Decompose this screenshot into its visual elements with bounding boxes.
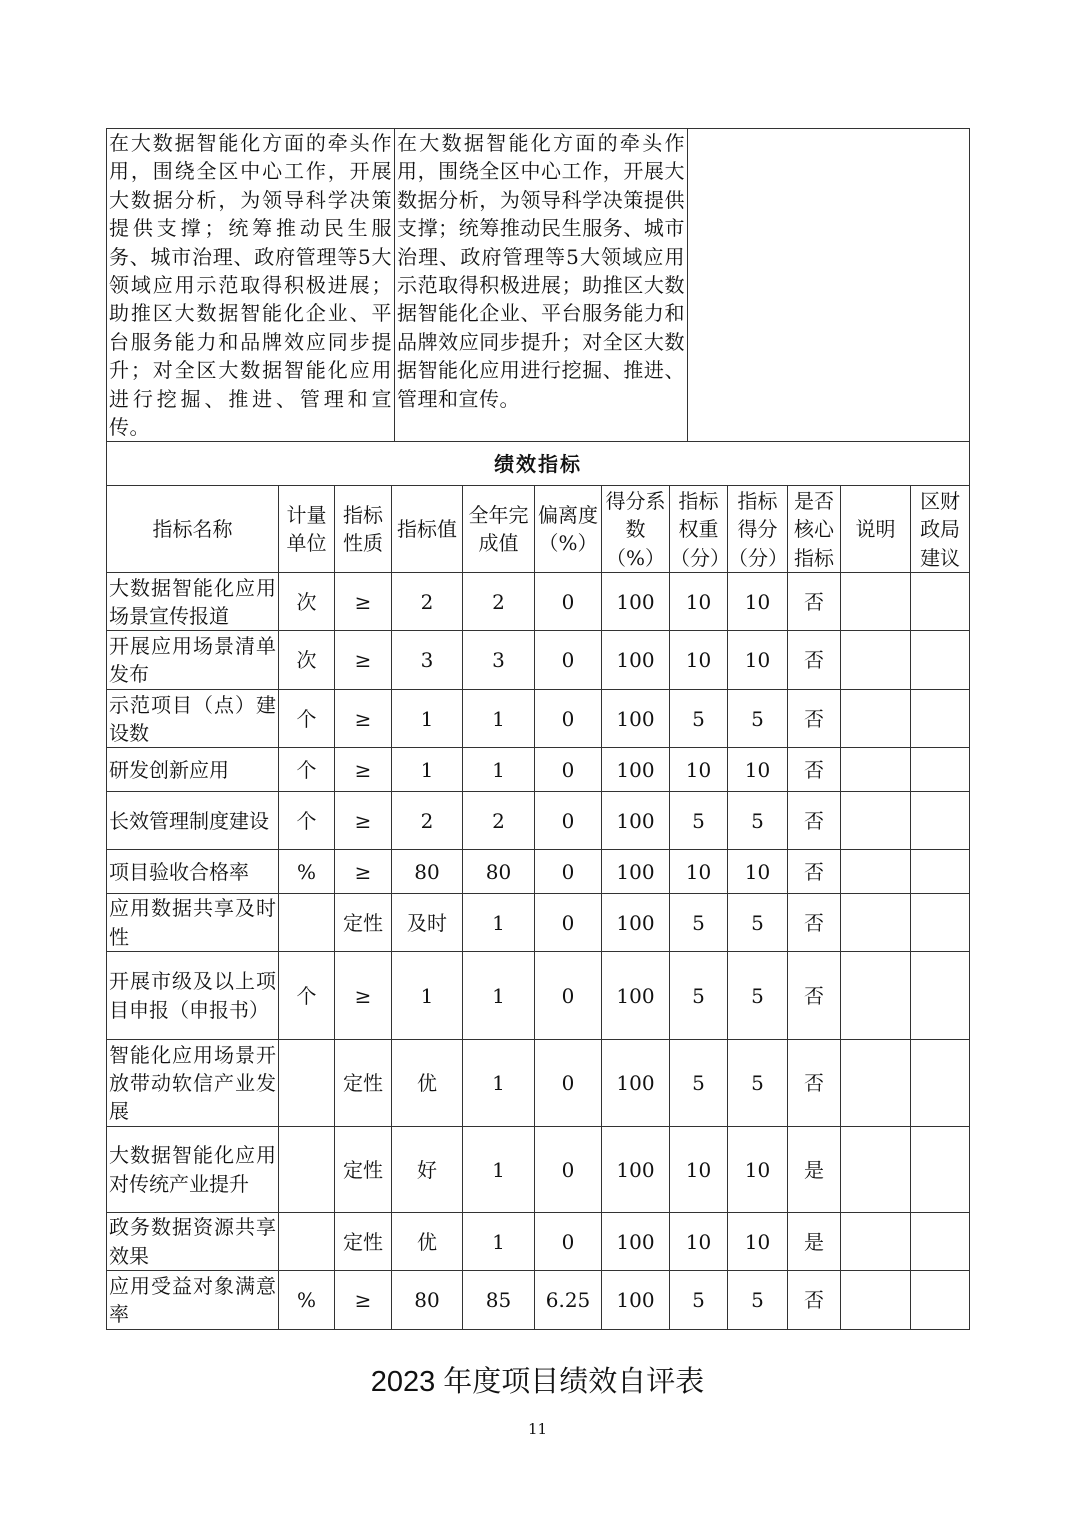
table-cell: 个: [279, 792, 335, 850]
table-cell: 5: [728, 690, 788, 748]
table-cell: 否: [788, 850, 841, 894]
table-cell: 0: [535, 690, 602, 748]
table-cell: ≥: [335, 631, 392, 690]
table-cell: 10: [670, 631, 728, 690]
table-cell: 10: [728, 1213, 788, 1271]
column-header: 计量单位: [279, 486, 335, 573]
table-cell: 10: [670, 1127, 728, 1213]
table-cell: 5: [728, 952, 788, 1040]
table-cell: [279, 1040, 335, 1127]
table-cell: 1: [392, 748, 463, 792]
table-cell: 5: [728, 1040, 788, 1127]
table-cell: 80: [392, 850, 463, 894]
table-row: [107, 952, 970, 1040]
table-cell: 5: [670, 792, 728, 850]
actual-completion: 在大数据智能化方面的牵头作用，围绕全区中心工作，开展大数据分析，为领导科学决策提供支撑；统筹推动民生服务、城市治理、政府管理等5大领域应用示范取得积极进展；助推区大数据智能化企业、平台服务能力和品牌效应同步提升；对全区大数据智能化应用进行挖掘、推进、管理和宣传。: [395, 129, 688, 442]
table-cell: 1: [463, 748, 535, 792]
table-cell: [279, 894, 335, 952]
table-cell: 1: [392, 952, 463, 1040]
section-row: [107, 442, 970, 486]
table-cell: 100: [602, 1213, 670, 1271]
table-cell: 次: [279, 631, 335, 690]
table-cell: 好: [392, 1127, 463, 1213]
table-cell: 100: [602, 1271, 670, 1330]
table-cell: 6.25: [535, 1271, 602, 1330]
indicator-name: 智能化应用场景开放带动软信产业发展: [107, 1040, 279, 1127]
table-cell: 10: [670, 850, 728, 894]
table-cell: 0: [535, 952, 602, 1040]
table-cell: 是: [788, 1213, 841, 1271]
table-row: [107, 631, 970, 690]
table-cell: 5: [670, 894, 728, 952]
table-cell: [911, 748, 970, 792]
table-cell: 1: [392, 690, 463, 748]
indicator-name: 大数据智能化应用对传统产业提升: [107, 1127, 279, 1213]
section-title: 绩效指标: [107, 442, 970, 486]
table-cell: ≥: [335, 573, 392, 631]
table-cell: 100: [602, 792, 670, 850]
table-cell: [841, 1271, 911, 1330]
table-cell: 2: [392, 573, 463, 631]
table-cell: 100: [602, 573, 670, 631]
table-cell: 2: [463, 573, 535, 631]
table-cell: 1: [463, 952, 535, 1040]
column-header: 指标得分（分）: [728, 486, 788, 573]
table-cell: 100: [602, 631, 670, 690]
table-cell: 10: [670, 748, 728, 792]
table-cell: [911, 850, 970, 894]
table-cell: [911, 631, 970, 690]
table-cell: 100: [602, 850, 670, 894]
column-header: 全年完成值: [463, 486, 535, 573]
table-cell: 优: [392, 1213, 463, 1271]
table-cell: 3: [463, 631, 535, 690]
table-cell: 10: [728, 850, 788, 894]
table-cell: [841, 573, 911, 631]
table-cell: 1: [463, 1213, 535, 1271]
table-cell: 否: [788, 573, 841, 631]
table-row: [107, 1271, 970, 1330]
indicator-name: 研发创新应用: [107, 748, 279, 792]
table-cell: ≥: [335, 952, 392, 1040]
table-row: [107, 1040, 970, 1127]
table-cell: 定性: [335, 1040, 392, 1127]
table-cell: [841, 690, 911, 748]
table-cell: 5: [670, 1040, 728, 1127]
table-cell: ≥: [335, 792, 392, 850]
table-cell: [911, 1271, 970, 1330]
table-cell: 否: [788, 1040, 841, 1127]
table-cell: 否: [788, 792, 841, 850]
indicator-name: 大数据智能化应用场景宣传报道: [107, 573, 279, 631]
table-cell: 个: [279, 748, 335, 792]
table-cell: 85: [463, 1271, 535, 1330]
table-cell: [911, 894, 970, 952]
column-header: 指标权重（分）: [670, 486, 728, 573]
table-row: [107, 1213, 970, 1271]
column-header: 说明: [841, 486, 911, 573]
indicator-name: 示范项目（点）建设数: [107, 690, 279, 748]
table-cell: [911, 690, 970, 748]
table-cell: 1: [463, 1127, 535, 1213]
table-cell: 定性: [335, 894, 392, 952]
table-cell: 0: [535, 850, 602, 894]
table-cell: 否: [788, 952, 841, 1040]
indicator-name: 开展市级及以上项目申报（申报书）: [107, 952, 279, 1040]
table-cell: 10: [728, 1127, 788, 1213]
table-cell: [911, 573, 970, 631]
footer-title: 2023 年度项目绩效自评表: [370, 1366, 705, 1399]
table-cell: 80: [392, 1271, 463, 1330]
table-cell: [911, 792, 970, 850]
table-cell: [841, 748, 911, 792]
table-cell: 0: [535, 1127, 602, 1213]
table-row: [107, 850, 970, 894]
table-cell: [911, 1127, 970, 1213]
table-cell: 0: [535, 1040, 602, 1127]
header-row: [107, 486, 970, 573]
table-cell: [911, 1213, 970, 1271]
indicator-name: 应用受益对象满意率: [107, 1271, 279, 1330]
table-cell: 100: [602, 1040, 670, 1127]
table-cell: 0: [535, 573, 602, 631]
table-cell: 10: [670, 573, 728, 631]
table-cell: 100: [602, 748, 670, 792]
table-cell: [841, 952, 911, 1040]
table-cell: 及时: [392, 894, 463, 952]
table-cell: 5: [728, 894, 788, 952]
table-cell: [841, 850, 911, 894]
table-cell: 10: [670, 1213, 728, 1271]
table-cell: 5: [670, 952, 728, 1040]
table-cell: 0: [535, 748, 602, 792]
table-cell: 5: [670, 690, 728, 748]
table-cell: [911, 952, 970, 1040]
table-cell: [911, 1040, 970, 1127]
table-cell: [841, 631, 911, 690]
table-cell: 1: [463, 690, 535, 748]
table-cell: 0: [535, 631, 602, 690]
table-cell: [841, 1213, 911, 1271]
table-cell: 否: [788, 894, 841, 952]
table-cell: 10: [728, 631, 788, 690]
table-row: [107, 792, 970, 850]
table-cell: 优: [392, 1040, 463, 1127]
table-row: [107, 573, 970, 631]
page-content: [106, 128, 969, 1438]
column-header: 指标名称: [107, 486, 279, 573]
table-cell: 3: [392, 631, 463, 690]
table-cell: 5: [728, 792, 788, 850]
indicator-name: 开展应用场景清单发布: [107, 631, 279, 690]
indicator-name: 长效管理制度建设: [107, 792, 279, 850]
table-cell: 0: [535, 894, 602, 952]
table-cell: [279, 1213, 335, 1271]
table-cell: 80: [463, 850, 535, 894]
table-cell: 5: [728, 1271, 788, 1330]
table-cell: 次: [279, 573, 335, 631]
table-cell: 定性: [335, 1213, 392, 1271]
table-cell: 是: [788, 1127, 841, 1213]
table-cell: ≥: [335, 1271, 392, 1330]
table-cell: 个: [279, 952, 335, 1040]
table-row: [107, 894, 970, 952]
column-header: 是否核心指标: [788, 486, 841, 573]
table-cell: 定性: [335, 1127, 392, 1213]
indicator-name: 政务数据资源共享效果: [107, 1213, 279, 1271]
table-cell: ≥: [335, 748, 392, 792]
table-cell: [841, 1127, 911, 1213]
table-cell: 否: [788, 690, 841, 748]
empty-cell: [688, 129, 970, 442]
table-cell: 否: [788, 631, 841, 690]
table-cell: %: [279, 850, 335, 894]
table-cell: 10: [728, 573, 788, 631]
table-cell: 个: [279, 690, 335, 748]
table-cell: [841, 792, 911, 850]
table-cell: [841, 894, 911, 952]
table-row: [107, 748, 970, 792]
table-cell: 100: [602, 1127, 670, 1213]
planned-objective: 在大数据智能化方面的牵头作用，围绕全区中心工作，开展大数据分析，为领导科学决策提供支撑；统筹推动民生服务、城市治理、政府管理等5大领域应用示范取得积极进展；助推区大数据智能化企业、平台服务能力和品牌效应同步提升；对全区大数据智能化应用进行挖掘、推进、管理和宣传。: [107, 129, 395, 442]
table-cell: 否: [788, 1271, 841, 1330]
table-cell: %: [279, 1271, 335, 1330]
table-cell: ≥: [335, 850, 392, 894]
table-cell: 5: [670, 1271, 728, 1330]
column-header: 指标性质: [335, 486, 392, 573]
indicator-name: 项目验收合格率: [107, 850, 279, 894]
table-cell: 2: [463, 792, 535, 850]
table-cell: 0: [535, 792, 602, 850]
table-cell: 100: [602, 952, 670, 1040]
performance-indicators-table: [106, 441, 970, 1330]
table-cell: [841, 1040, 911, 1127]
indicator-name: 应用数据共享及时性: [107, 894, 279, 952]
objectives-table: [106, 128, 970, 442]
table-row: [107, 1127, 970, 1213]
page-number: 11: [527, 1420, 548, 1439]
table-cell: 2: [392, 792, 463, 850]
table-cell: ≥: [335, 690, 392, 748]
table-cell: 100: [602, 690, 670, 748]
column-header: 得分系数（%）: [602, 486, 670, 573]
objectives-row: [107, 129, 970, 442]
column-header: 区财政局建议: [911, 486, 970, 573]
column-header: 偏离度（%）: [535, 486, 602, 573]
table-cell: 1: [463, 894, 535, 952]
table-cell: 0: [535, 1213, 602, 1271]
column-header: 指标值: [392, 486, 463, 573]
table-cell: 100: [602, 894, 670, 952]
table-cell: 10: [728, 748, 788, 792]
table-cell: 1: [463, 1040, 535, 1127]
table-cell: [279, 1127, 335, 1213]
table-cell: 否: [788, 748, 841, 792]
table-row: [107, 690, 970, 748]
